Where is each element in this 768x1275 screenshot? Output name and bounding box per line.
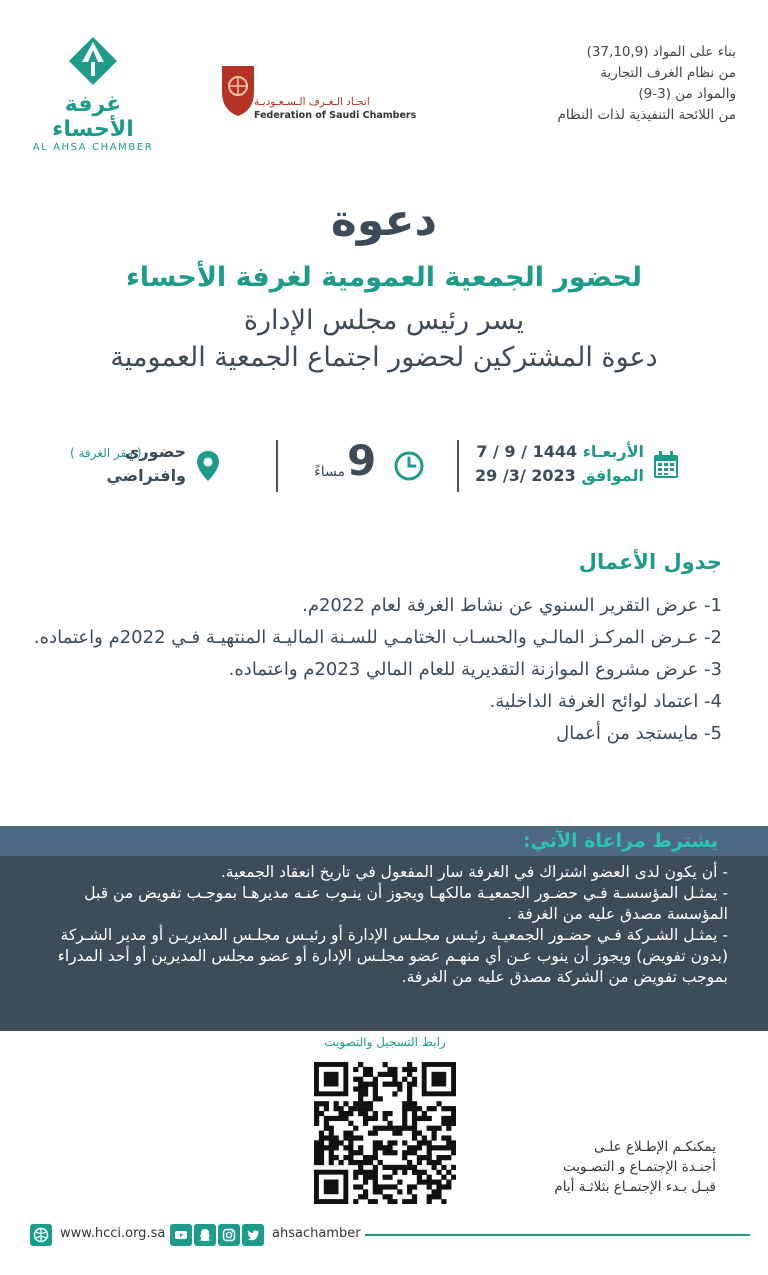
condition-item: - أن يكون لدى العضو اشتراك في الغرفة سار المفعول في تاريخ انعقاد الجمعية. [220,863,728,881]
condition-item: - يمثـل المؤسسـة فـي حضـور الجمعيـة مالكهـا ويجوز أن ينـوب عنـه مديرهـا بموجـب تفويض من قبل المؤسسة مصدق عليه من الغرفة . [84,884,728,923]
conditions-panel [0,826,768,1031]
legal-line: من اللائحة التنفيذية لذات النظام [557,107,736,123]
invitation-title: دعوة [330,195,438,246]
ahsa-chamber-logo [28,32,158,153]
legal-line: بناء على المواد (37,10,9) [586,44,736,60]
federation-logo-english: Federation of Saudi Chambers [254,110,417,121]
legal-reference [466,42,736,126]
hijri-date: 7 / 9 / 1444 [476,442,578,461]
venue-note: ( مقر الغرفة ) [70,446,142,460]
notice-line: قبـل بـدء الإجتمـاع بثلاثـة أيام [554,1179,716,1195]
location-pin-icon [196,450,220,482]
qr-label: رابط التسجيل والتصويت [324,1035,446,1049]
event-time [305,436,435,492]
invitation-line-invite: دعوة المشتركين لحضور اجتماع الجمعية العمومية [110,342,658,373]
notice-line: أجنـدة الإجتمـاع و التصـويت [562,1159,716,1175]
agenda-notice [496,1137,716,1197]
agenda-item: 3- عرض مشروع الموازنة التقديرية للعام المالي 2023م واعتماده. [228,659,722,680]
divider [457,440,459,492]
instagram-icon[interactable] [218,1224,240,1246]
calendar-icon [652,450,680,480]
footer [30,1222,750,1248]
agenda-item: 1- عرض التقرير السنوي عن نشاط الغرفة لعام 2022م. [302,595,722,616]
federation-logo [218,62,417,122]
gregorian-date: 29 /3/ 2023 [475,466,576,485]
legal-line: والمواد من (3-9) [638,86,736,102]
notice-line: يمكنكـم الإطـلاع علـى [593,1139,716,1155]
time-number: 9 [347,436,377,485]
divider [276,440,278,492]
footer-rule [365,1234,750,1236]
condition-item: - يمثـل الشـركة فـي حضـور الجمعيـة رئيـس مجلـس الإدارة أو رئيـس مجلـس المديريـن أو مدير الشـركة (بدون تفويض) ويجوز أن ينوب عـن أي منهـم عضو مجلـس الإدارة أو عضو مجلس المديرين أو أحد المدراء بموجب تفويض من الشركة مصدق عليه من الغرفة. [57,926,728,986]
agenda-item: 2- عـرض المركـز المالـي والحسـاب الختامـي للسـنة الماليـة المنتهيـة فـي 2022م واعتماده. [33,627,722,648]
clock-icon [393,450,425,482]
snapchat-icon[interactable] [194,1224,216,1246]
venue-virtual: وافتراضي [106,466,186,485]
agenda-item: 5- مايستجد من أعمال [556,723,722,744]
agenda-title: جدول الأعمال [578,550,722,574]
ahsa-logo-icon [64,32,122,90]
agenda-item: 4- اعتماد لوائح الغرفة الداخلية. [489,691,722,712]
twitter-icon[interactable] [242,1224,264,1246]
event-info-row [0,436,768,492]
conditions-list [0,856,768,988]
agenda-list [32,590,722,750]
day-label: الأربعـاء [582,442,644,461]
time-unit: مساءً [314,464,345,480]
registration-qr-code[interactable] [314,1062,456,1204]
invitation-line-chairman: يسر رئيس مجلس الإدارة [243,305,525,336]
globe-icon[interactable] [30,1224,52,1246]
social-handle[interactable]: ahsachamber [272,1226,361,1241]
legal-line: من نظام الغرف التجارية [600,65,736,81]
venue-in-person: حضوري [124,442,186,461]
youtube-icon[interactable] [170,1224,192,1246]
federation-logo-arabic: اتحـاد الـغـرف الـسـعـوديـة [254,96,370,108]
website-link[interactable]: www.hcci.org.sa [60,1226,166,1241]
conditions-title: يشترط مراعاة الآتي: [0,826,768,856]
ahsa-logo-english: AL AHSA CHAMBER [32,142,154,153]
federation-logo-icon [218,62,258,118]
ahsa-logo-arabic: غرفة الأحساء [52,92,134,142]
corresponding-label: الموافق [581,466,644,485]
invitation-subtitle: لحضور الجمعية العمومية لغرفة الأحساء [125,262,643,293]
